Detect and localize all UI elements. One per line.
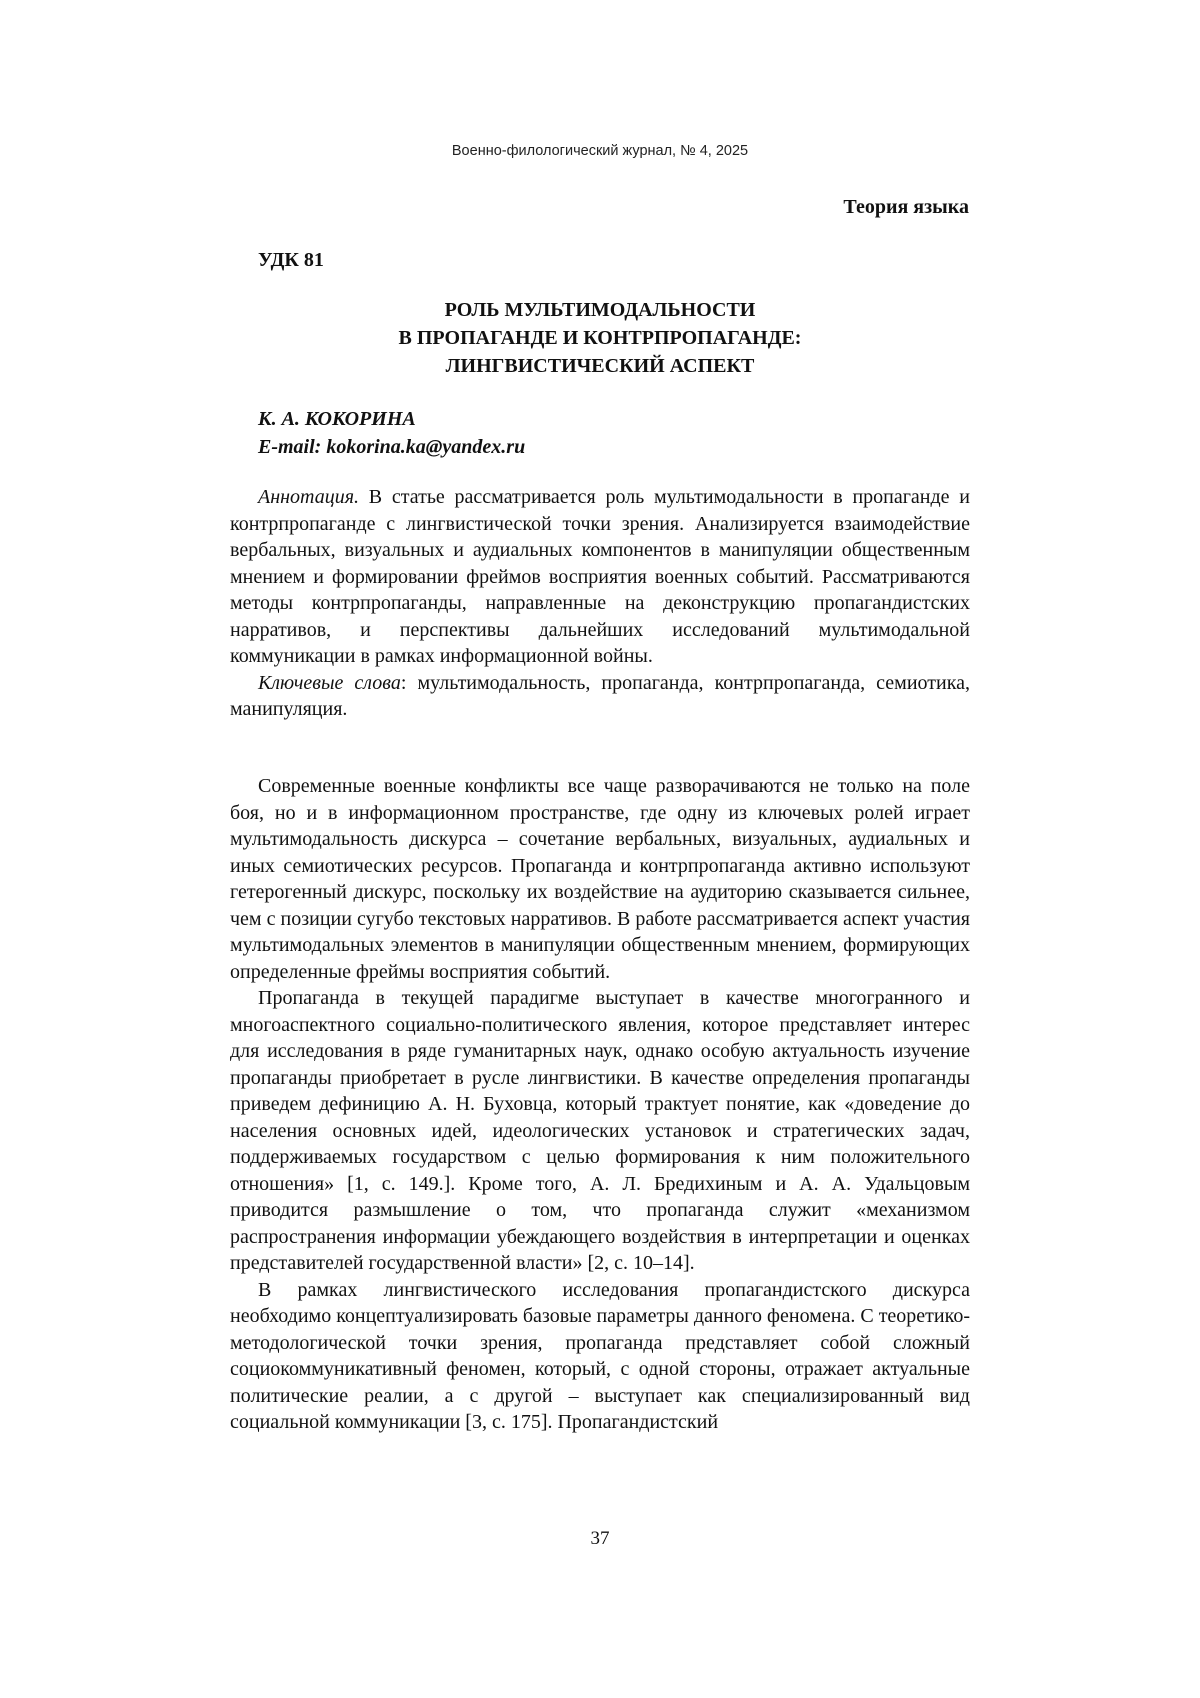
article-title-line-3: ЛИНГВИСТИЧЕСКИЙ АСПЕКТ xyxy=(445,355,755,377)
article-title-line-2: В ПРОПАГАНДЕ И КОНТРПРОПАГАНДЕ: xyxy=(398,327,802,349)
article-title-line-1: РОЛЬ МУЛЬТИМОДАЛЬНОСТИ xyxy=(444,299,756,321)
running-header: Военно-филологический журнал, № 4, 2025 xyxy=(451,143,749,159)
section-title: Теория языка xyxy=(843,196,969,218)
abstract-label: Аннотация. xyxy=(258,486,360,508)
article-body xyxy=(230,773,970,1436)
body-paragraph: Пропаганда в текущей парадигме выступает в качестве многогранного и многоаспектного социально-политического явления, которое представляет интерес для исследования в ряде гуманитарных наук, однако особую актуальность изучение пропаганды приобретает в русле лингвистики. В качестве определения пропаганды приведем дефиницию А. Н. Буховца, который трактует понятие, как «доведение до населения основных идей, идеологических установок и стратегических задач, поддерживаемых государством с целью формирования к ним положительного отношения» [1, с. 149.]. Кроме того, А. Л. Бредихиным и А. А. Удальцовым приводится размышление о том, что пропаганда служит «механизмом распространения информации убеждающего воздействия в интерпретации и оценках представителей государственной власти» [2, с. 10–14]. xyxy=(230,987,970,1274)
body-paragraph: В рамках лингвистического исследования пропагандистского дискурса необходимо концептуализировать базовые параметры данного феномена. С теоретико-методологической точки зрения, пропаганда представляет собой сложный социокоммуникативный феномен, который, с одной стороны, отражает актуальные политические реалии, а с другой – выступает как специализированный вид социальной коммуникации [3, с. 175]. Пропагандистский xyxy=(230,1278,970,1433)
author-email: E-mail: kokorina.ka@yandex.ru xyxy=(258,436,526,458)
abstract-text: В статье рассматривается роль мультимодальности в пропаганде и контрпропаганде с лингвистической точки зрения. Анализируется взаимодействие вербальных, визуальных и аудиальных компонентов в манипуляции общественным мнением и формировании фреймов восприятия военных событий. Рассматриваются методы контрпропаганды, направленные на деконструкцию пропагандистских нарративов, и перспективы дальнейших исследований мультимодальной коммуникации в рамках информационной войны. xyxy=(230,486,970,667)
keywords-label: Ключевые слова xyxy=(258,671,401,694)
udc-code: УДК 81 xyxy=(258,249,324,271)
author-block xyxy=(258,405,525,461)
author-name: К. А. КОКОРИНА xyxy=(258,408,416,430)
page-number: 37 xyxy=(590,1528,610,1549)
abstract-paragraph xyxy=(230,484,970,670)
body-paragraph: Современные военные конфликты все чаще разворачиваются не только на поле боя, но и в информационном пространстве, где одну из ключевых ролей играет мультимодальность дискурса – сочетание вербальных, визуальных, аудиальных и иных семиотических ресурсов. Пропаганда и контрпропаганда активно используют гетерогенный дискурс, поскольку их воздействие на аудиторию сказывается сильнее, чем с позиции сугубо текстовых нарративов. В работе рассматривается аспект участия мультимодальных элементов в манипуляции общественным мнением, формирующих определенные фреймы восприятия событий. xyxy=(230,775,970,983)
keywords-text: : мультимодальность, пропаганда, контрпропаганда, семиотика, манипуляция. xyxy=(230,671,971,720)
abstract-block xyxy=(230,484,970,723)
keywords-paragraph xyxy=(230,670,970,723)
article-title xyxy=(0,296,1200,380)
